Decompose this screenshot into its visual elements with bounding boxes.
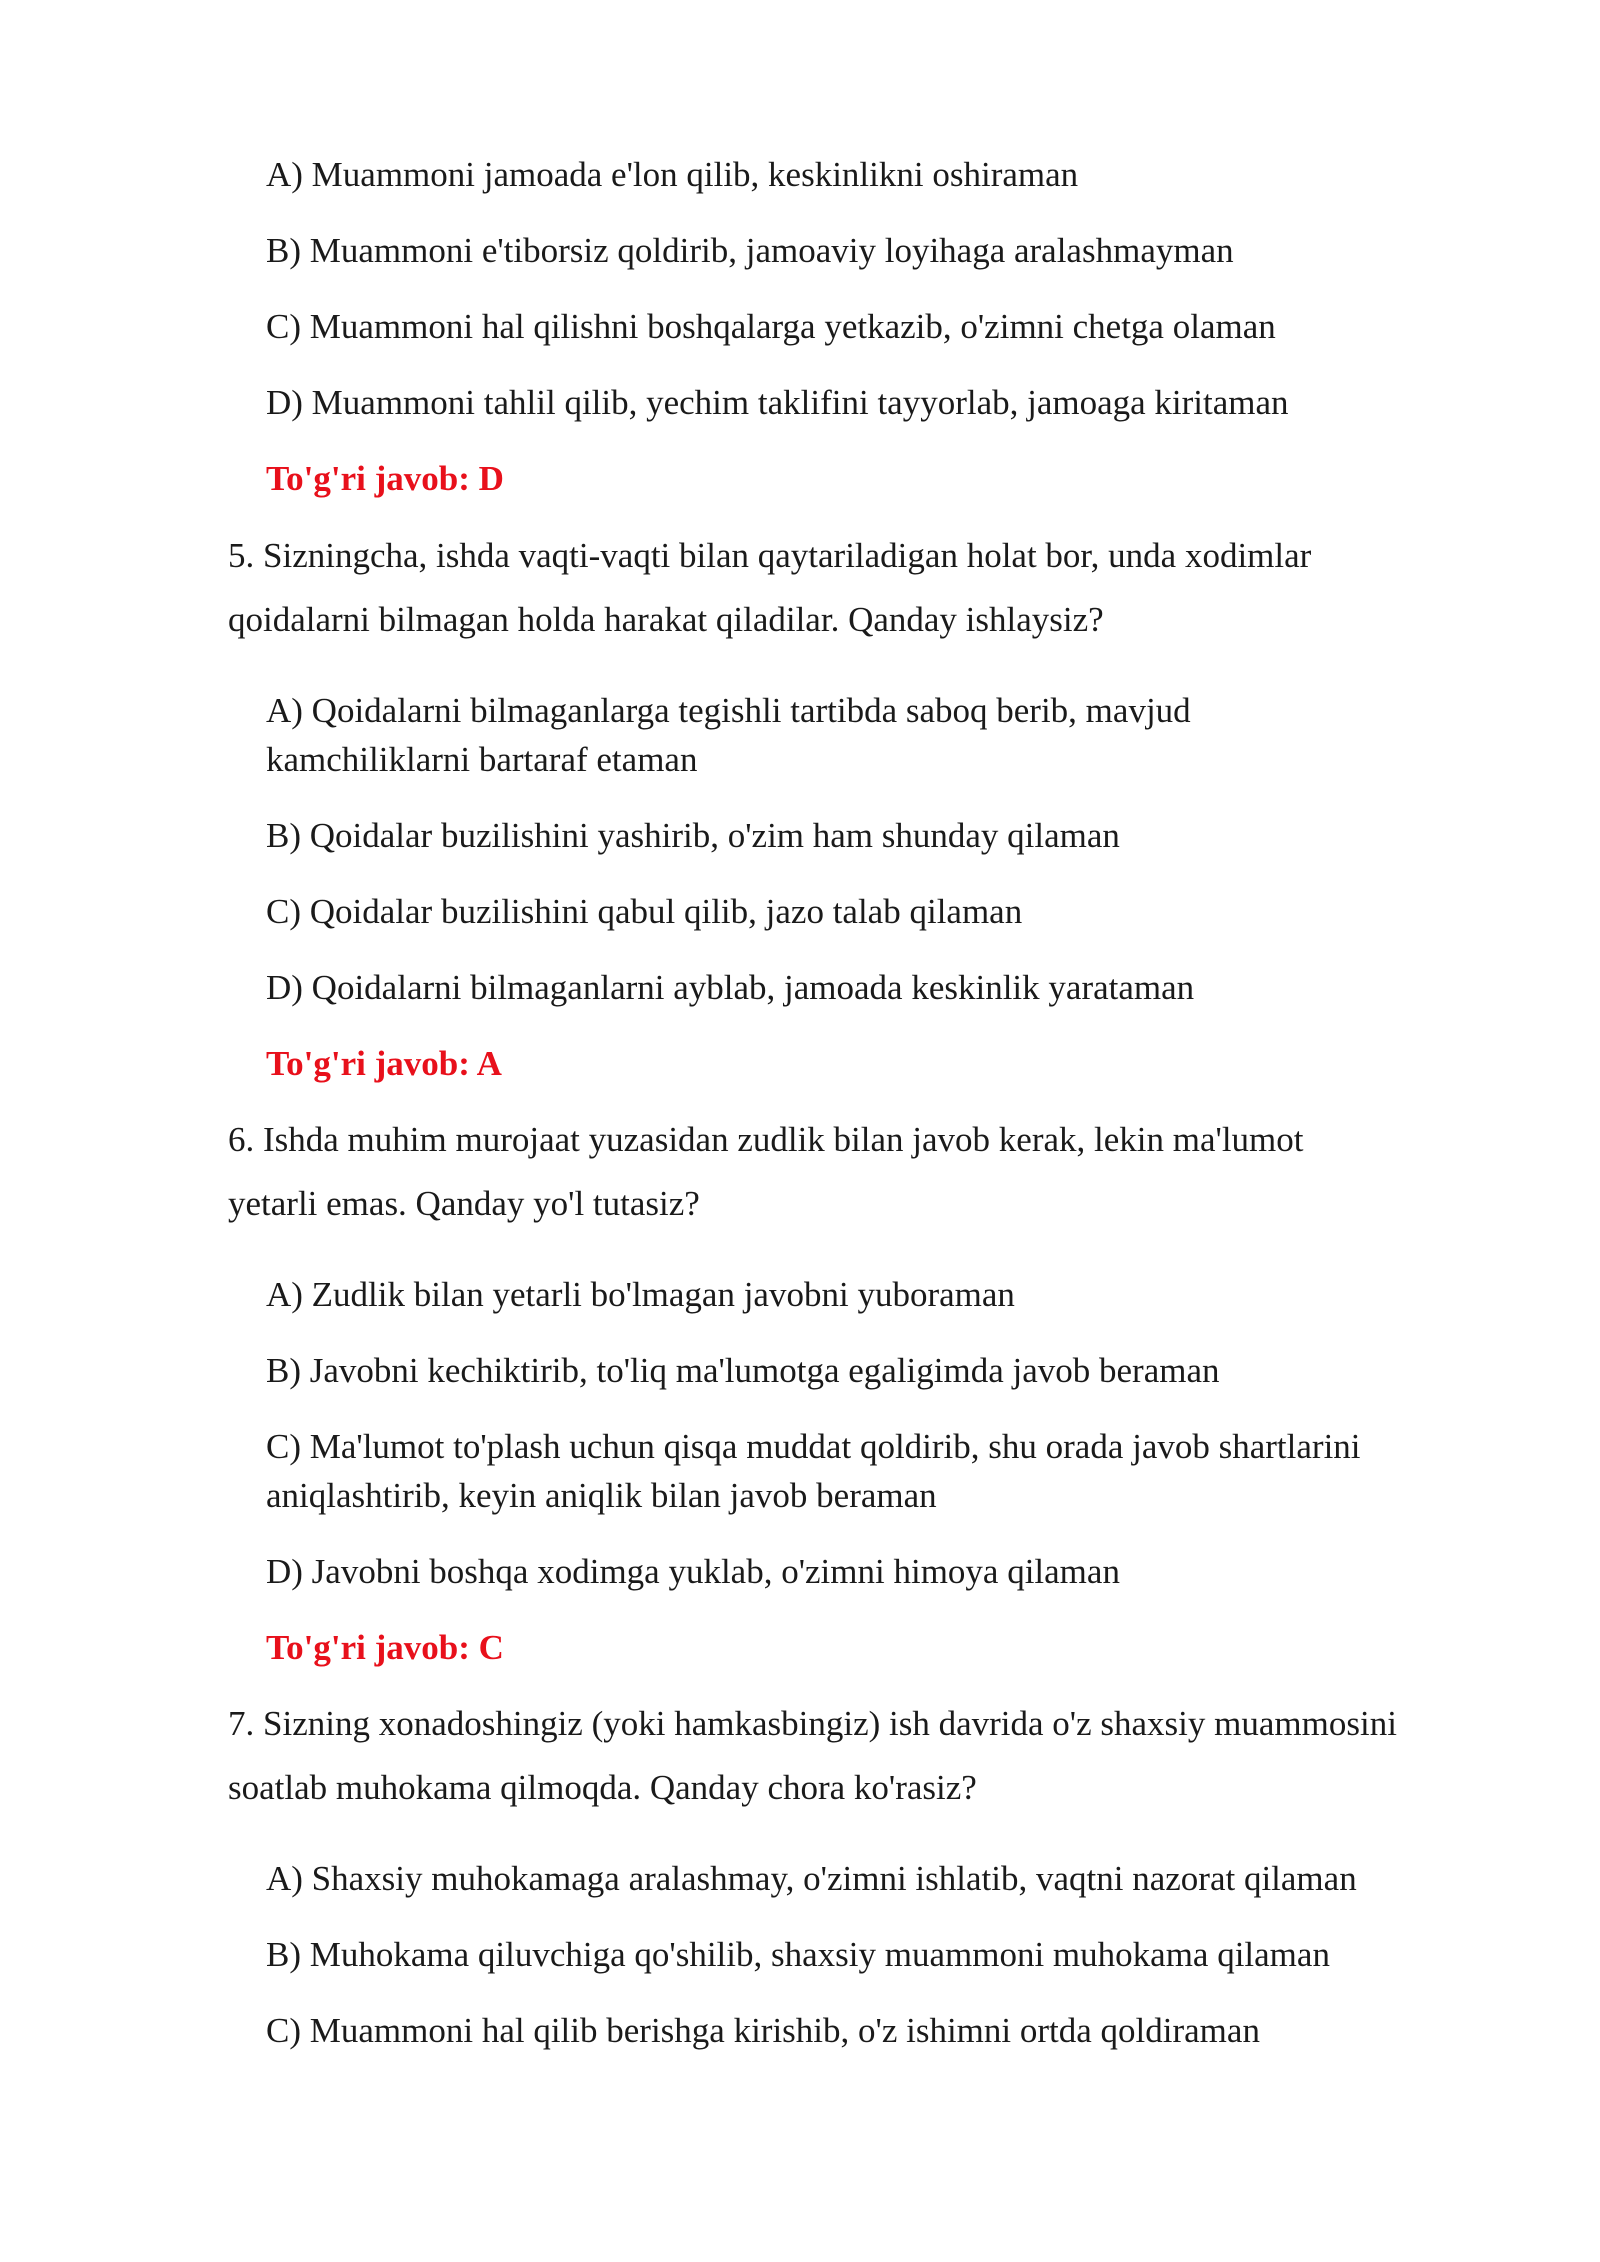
q7-option-a: A) Shaxsiy muhokamaga aralashmay, o'zimni ishlatib, vaqtni nazorat qilaman xyxy=(266,1859,1357,1898)
q4-option-d: D) Muammoni tahlil qilib, yechim taklifini tayyorlab, jamoaga kiritaman xyxy=(266,383,1289,422)
q6-option-b: B) Javobni kechiktirib, to'liq ma'lumotga egaligimda javob beraman xyxy=(266,1351,1220,1390)
q6-option-d: D) Javobni boshqa xodimga yuklab, o'zimni himoya qilaman xyxy=(266,1552,1120,1591)
q4-correct-answer: To'g'ri javob: D xyxy=(266,459,504,498)
q4-option-a: A) Muammoni jamoada e'lon qilib, keskinlikni oshiraman xyxy=(266,155,1079,194)
q7-text-line-2: soatlab muhokama qilmoqda. Qanday chora ko'rasiz? xyxy=(228,1768,977,1807)
q5-option-a-line-2: kamchiliklarni bartaraf etaman xyxy=(266,740,698,779)
q6-option-c-line-1: C) Ma'lumot to'plash uchun qisqa muddat qoldirib, shu orada javob shartlarini xyxy=(266,1427,1361,1466)
q5-option-d: D) Qoidalarni bilmaganlarni ayblab, jamoada keskinlik yarataman xyxy=(266,968,1195,1007)
q6-text-line-2: yetarli emas. Qanday yo'l tutasiz? xyxy=(228,1184,700,1223)
q5-text-line-1: 5. Sizningcha, ishda vaqti-vaqti bilan qaytariladigan holat bor, unda xodimlar xyxy=(228,536,1312,575)
q6-text-line-1: 6. Ishda muhim murojaat yuzasidan zudlik bilan javob kerak, lekin ma'lumot xyxy=(228,1120,1304,1159)
q6-correct-answer: To'g'ri javob: C xyxy=(266,1628,504,1667)
q6-option-a: A) Zudlik bilan yetarli bo'lmagan javobni yuboraman xyxy=(266,1275,1015,1314)
q7-option-c: C) Muammoni hal qilib berishga kirishib, o'z ishimni ortda qoldiraman xyxy=(266,2011,1260,2050)
q5-option-a-line-1: A) Qoidalarni bilmaganlarga tegishli tartibda saboq berib, mavjud xyxy=(266,691,1191,730)
q5-text-line-2: qoidalarni bilmagan holda harakat qiladilar. Qanday ishlaysiz? xyxy=(228,600,1104,639)
q4-option-b: B) Muammoni e'tiborsiz qoldirib, jamoaviy loyihaga aralashmayman xyxy=(266,231,1234,270)
q7-text-line-1: 7. Sizning xonadoshingiz (yoki hamkasbingiz) ish davrida o'z shaxsiy muammosini xyxy=(228,1704,1397,1743)
q5-correct-answer: To'g'ri javob: A xyxy=(266,1044,502,1083)
q4-option-c: C) Muammoni hal qilishni boshqalarga yetkazib, o'zimni chetga olaman xyxy=(266,307,1276,346)
q5-option-c: C) Qoidalar buzilishini qabul qilib, jazo talab qilaman xyxy=(266,892,1023,931)
q5-option-b: B) Qoidalar buzilishini yashirib, o'zim ham shunday qilaman xyxy=(266,816,1120,855)
q6-option-c-line-2: aniqlashtirib, keyin aniqlik bilan javob beraman xyxy=(266,1476,937,1515)
q7-option-b: B) Muhokama qiluvchiga qo'shilib, shaxsiy muammoni muhokama qilaman xyxy=(266,1935,1330,1974)
